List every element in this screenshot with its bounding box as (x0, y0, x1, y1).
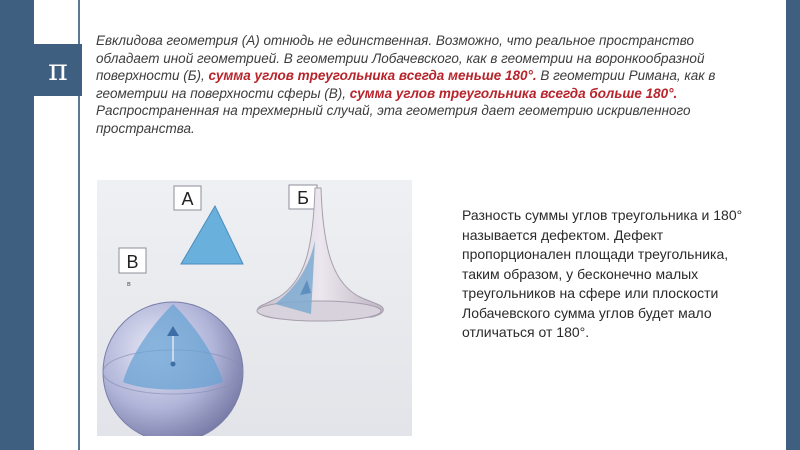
right-edge-bar (786, 0, 800, 450)
highlight-more-180: сумма углов треугольника всегда больше 180°. (349, 85, 678, 101)
intro-paragraph (96, 32, 736, 137)
label-v: В (126, 252, 139, 272)
defect-paragraph: Разность суммы углов треугольника и 180° называется дефектом. Дефект пропорционален площади треугольника, таким образом, у бесконечно малых треугольников на сфере или плоскости Лобачевского сумма углов будет мало отличаться от 180°. (462, 207, 743, 340)
small-mark: в (127, 281, 131, 288)
paragraph-text-3: Распространенная на трехмерный случай, эта геометрия дает геометрию искривленного пространства. (96, 103, 691, 136)
label-a: А (181, 189, 194, 209)
highlight-less-180: сумма углов треугольника всегда меньше 180°. (208, 68, 537, 83)
left-sidebar-bar (0, 0, 34, 450)
sphere-center (171, 362, 176, 367)
label-b: Б (297, 188, 309, 208)
paragraph-text-1: Евклидова геометрия (А) отнюдь не единственная. Возможно, что реальное пространство обладает иной геометрией. В геометрии Лобачевского, как в геометрии на воронкообразной поверхности (Б), (96, 33, 705, 83)
paragraph-text-2: В геометрии Римана, как в геометрии на поверхности сферы (В), (96, 68, 716, 101)
geometry-figure (97, 180, 412, 436)
pi-icon: π (34, 44, 82, 96)
